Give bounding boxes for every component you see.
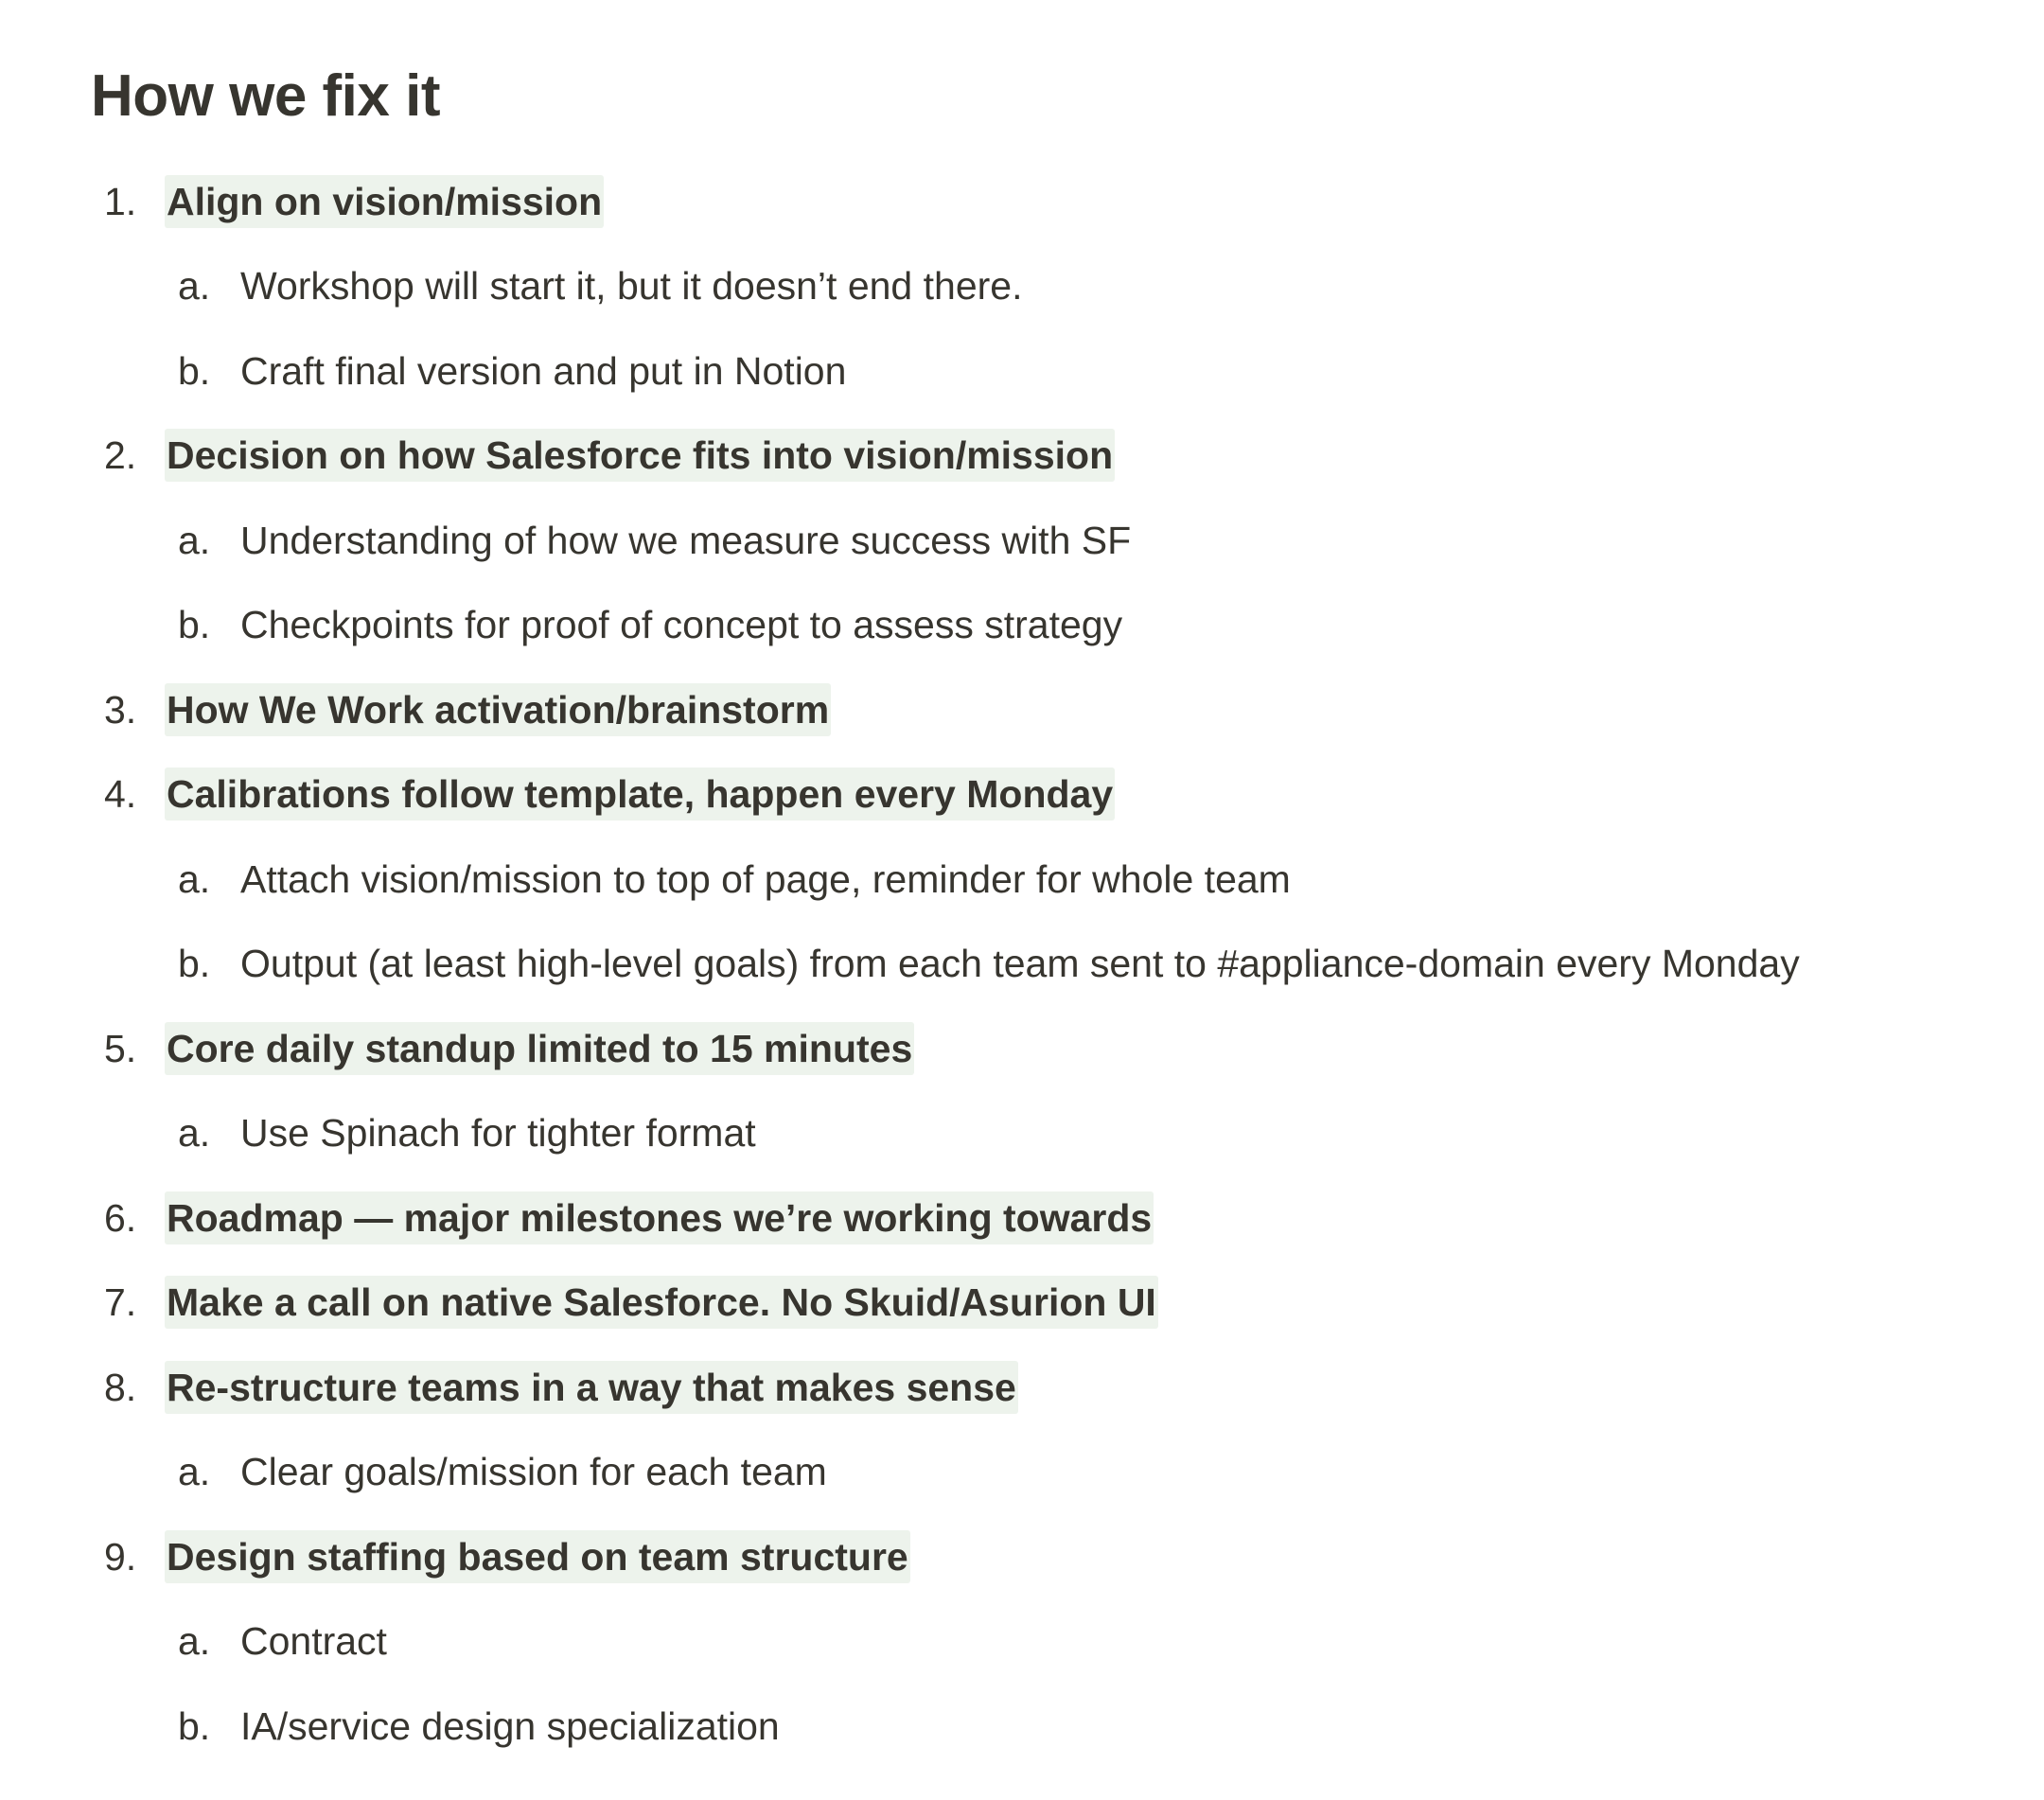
list-item[interactable] (91, 1175, 2021, 1261)
list-item[interactable] (91, 667, 2021, 752)
list-item-text: Decision on how Salesforce fits into vision/mission (165, 429, 1115, 482)
sub-list-item-text: Contract (240, 1619, 387, 1664)
list-item-number: 6. (104, 1195, 137, 1240)
page-heading: How we fix it (91, 63, 440, 129)
list-item[interactable] (91, 159, 2021, 244)
sub-list-item-text: Clear goals/mission for each team (240, 1450, 827, 1494)
sub-list-item[interactable] (91, 244, 2021, 329)
sub-list-item-text: Use Spinach for tighter format (240, 1111, 756, 1156)
sub-list-item-text: Craft final version and put in Notion (240, 348, 847, 393)
list-item-number: 9. (104, 1534, 137, 1579)
sub-list-item[interactable] (91, 922, 2021, 1007)
list-item-text: Make a call on native Salesforce. No Skuid/Asurion UI (165, 1276, 1158, 1329)
list-item-text: Re-structure teams in a way that makes sense (165, 1361, 1018, 1414)
list-item-number: 8. (104, 1365, 137, 1409)
list-item[interactable] (91, 1006, 2021, 1091)
sub-list-item-letter: b. (178, 1703, 211, 1748)
list-item-number: 7. (104, 1280, 137, 1325)
list-item-text: Roadmap — major milestones we’re working towards (165, 1191, 1154, 1244)
sub-list-item-text: Workshop will start it, but it doesn’t end there. (240, 264, 1023, 309)
list-item-text: How We Work activation/brainstorm (165, 683, 831, 736)
list-item-text: Align on vision/mission (165, 175, 604, 228)
list-item-text: Design staffing based on team structure (165, 1530, 910, 1583)
list-item-text: Core daily standup limited to 15 minutes (165, 1022, 914, 1075)
sub-list-item[interactable] (91, 328, 2021, 414)
numbered-list (91, 159, 2021, 1769)
list-item[interactable] (91, 752, 2021, 838)
sub-list-item[interactable] (91, 1599, 2021, 1685)
sub-list-item[interactable] (91, 1684, 2021, 1769)
sub-list-item-letter: a. (178, 1619, 211, 1664)
list-item[interactable] (91, 1261, 2021, 1346)
sub-list-item-text: Checkpoints for proof of concept to assess strategy (240, 603, 1123, 647)
list-item-number: 4. (104, 772, 137, 817)
sub-list-item[interactable] (91, 583, 2021, 668)
list-item[interactable] (91, 1345, 2021, 1430)
sub-list-item-text: IA/service design specialization (240, 1703, 780, 1748)
list-item-text: Calibrations follow template, happen every Monday (165, 768, 1115, 821)
sub-list-item[interactable] (91, 498, 2021, 583)
sub-list-item-text: Understanding of how we measure success with SF (240, 518, 1132, 562)
sub-list-item-text: Attach vision/mission to top of page, reminder for whole team (240, 856, 1291, 901)
list-item[interactable] (91, 1514, 2021, 1599)
sub-list-item[interactable] (91, 1430, 2021, 1515)
list-item-number: 3. (104, 687, 137, 732)
sub-list-item-letter: b. (178, 942, 211, 986)
sub-list-item-letter: a. (178, 1450, 211, 1494)
sub-list-item-letter: a. (178, 856, 211, 901)
sub-list-item[interactable] (91, 837, 2021, 922)
sub-list-item-letter: a. (178, 264, 211, 309)
list-item[interactable] (91, 414, 2021, 499)
sub-list-item-letter: a. (178, 1111, 211, 1156)
list-item-number: 2. (104, 433, 137, 478)
sub-list-item-letter: a. (178, 518, 211, 562)
list-item-number: 1. (104, 179, 137, 223)
sub-list-item-letter: b. (178, 348, 211, 393)
sub-list-item[interactable] (91, 1091, 2021, 1176)
sub-list-item-letter: b. (178, 603, 211, 647)
sub-list-item-text: Output (at least high-level goals) from each team sent to #appliance-domain every Monday (240, 942, 1800, 986)
list-item-number: 5. (104, 1026, 137, 1070)
